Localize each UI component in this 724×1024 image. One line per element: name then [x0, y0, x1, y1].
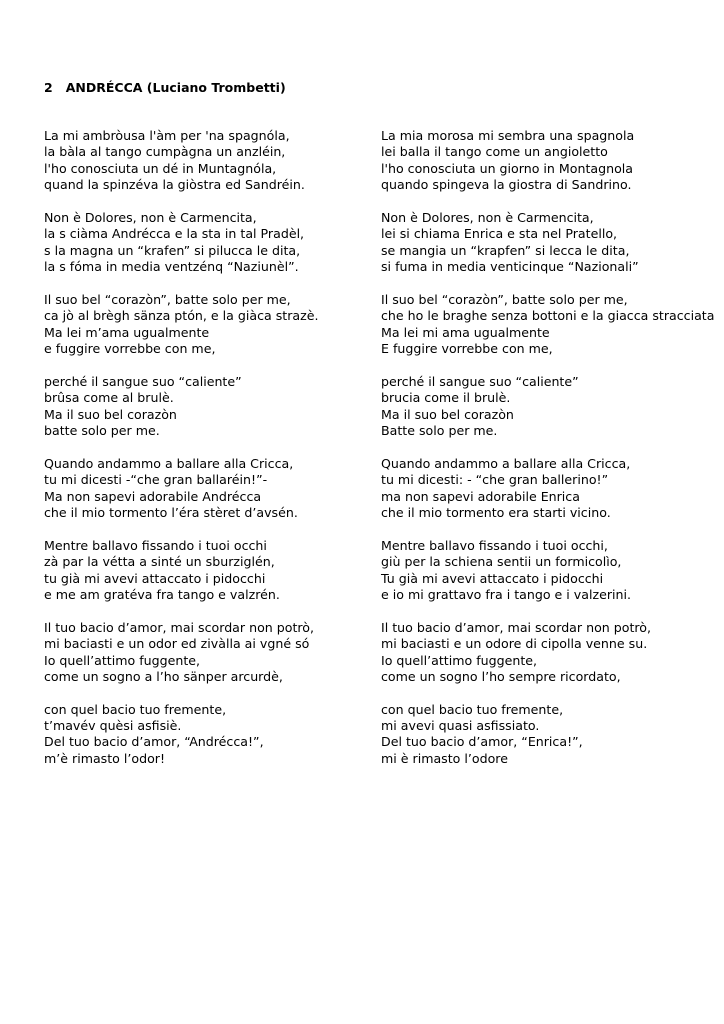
italian-stanza [381, 702, 721, 768]
dialect-stanza [44, 374, 364, 440]
italian-verse-line: lei si chiama Enrica e sta nel Pratello, [381, 226, 618, 242]
dialect-verse-line: che il mio tormento l’éra stèret d’avsén. [44, 504, 298, 520]
italian-verse-line: che ho le braghe senza bottoni e la giacca stracciata [381, 308, 715, 324]
italian-verse-line: Non è Dolores, non è Carmencita, [381, 209, 594, 225]
italian-stanza [381, 292, 721, 358]
dialect-stanza [44, 210, 364, 276]
italian-verse-line: mi avevi quasi asfissiato. [381, 718, 540, 734]
dialect-verse-line: tu già mi avevi attaccato i pidocchi [44, 570, 266, 586]
dialect-verse-line: e fuggire vorrebbe con me, [44, 341, 216, 357]
dialect-verse-line: t’mavév quèsi asfisiè. [44, 718, 182, 734]
dialect-lyrics-column [44, 128, 364, 784]
italian-verse-line: E fuggire vorrebbe con me, [381, 341, 553, 357]
italian-verse-line: Ma lei mi ama ugualmente [381, 324, 550, 340]
dialect-verse-line: Io quell’attimo fuggente, [44, 652, 201, 668]
song-title: 2 ANDRÉCCA (Luciano Trombetti) [44, 80, 286, 95]
italian-stanza [381, 210, 721, 276]
dialect-verse-line: ca jò al brègh sänza ptón, e la giàca strazè. [44, 308, 319, 324]
italian-verse-line: e io mi grattavo fra i tango e i valzerini. [381, 586, 631, 602]
italian-verse-line: Ma il suo bel corazòn [381, 406, 514, 422]
italian-verse-line: perché il sangue suo “caliente” [381, 373, 579, 389]
dialect-verse-line: tu mi dicesti -“che gran ballaréin!”- [44, 472, 268, 488]
dialect-verse-line: la s fóma in media ventzénq “Naziunèl”. [44, 259, 299, 275]
italian-stanza [381, 374, 721, 440]
italian-verse-line: si fuma in media venticinque “Nazionali” [381, 259, 639, 275]
italian-verse-line: mi è rimasto l’odore [381, 750, 508, 766]
dialect-verse-line: la bàla al tango cumpàgna un anzléin, [44, 144, 286, 160]
italian-verse-line: giù per la schiena sentii un formicolìo, [381, 554, 622, 570]
italian-verse-line: mi baciasti e un odore di cipolla venne su. [381, 636, 648, 652]
italian-verse-line: lei balla il tango come un angioletto [381, 144, 608, 160]
dialect-stanza [44, 620, 364, 686]
dialect-verse-line: Il suo bel “corazòn”, batte solo per me, [44, 291, 291, 307]
italian-verse-line: ma non sapevi adorabile Enrica [381, 488, 580, 504]
dialect-verse-line: mi baciasti e un odor ed zivàlla ai vgné só [44, 636, 310, 652]
italian-verse-line: Mentre ballavo fissando i tuoi occhi, [381, 537, 608, 553]
dialect-verse-line: Mentre ballavo fissando i tuoi occhi [44, 537, 267, 553]
dialect-verse-line: m’è rimasto l’odor! [44, 750, 166, 766]
italian-verse-line: Del tuo bacio d’amor, “Enrica!”, [381, 734, 583, 750]
italian-verse-line: brucia come il brulè. [381, 390, 511, 406]
italian-stanza [381, 128, 721, 194]
dialect-verse-line: perché il sangue suo “caliente” [44, 373, 242, 389]
italian-stanza [381, 538, 721, 604]
italian-verse-line: Il tuo bacio d’amor, mai scordar non potrò, [381, 619, 652, 635]
italian-verse-line: se mangia un “krapfen” si lecca le dita, [381, 242, 630, 258]
italian-verse-line: Quando andammo a ballare alla Cricca, [381, 455, 631, 471]
italian-verse-line: quando spingeva la giostra di Sandrino. [381, 177, 632, 193]
italian-verse-line: che il mio tormento era starti vicino. [381, 504, 611, 520]
italian-stanza [381, 456, 721, 522]
dialect-verse-line: e me am gratéva fra tango e valzrén. [44, 586, 280, 602]
dialect-stanza [44, 292, 364, 358]
italian-translation-column [381, 128, 721, 784]
dialect-stanza [44, 702, 364, 768]
dialect-stanza [44, 128, 364, 194]
dialect-stanza [44, 456, 364, 522]
dialect-verse-line: la s ciàma Andrécca e la sta in tal Pradèl, [44, 226, 305, 242]
dialect-verse-line: Del tuo bacio d’amor, “Andrécca!”, [44, 734, 264, 750]
italian-verse-line: Tu già mi avevi attaccato i pidocchi [381, 570, 604, 586]
dialect-verse-line: s la magna un “krafen” si pilucca le dita, [44, 242, 301, 258]
italian-verse-line: La mia morosa mi sembra una spagnola [381, 128, 635, 143]
italian-verse-line: l'ho conosciuta un giorno in Montagnola [381, 160, 633, 176]
dialect-verse-line: Ma non sapevi adorabile Andrécca [44, 488, 262, 504]
dialect-verse-line: con quel bacio tuo fremente, [44, 701, 227, 717]
italian-stanza [381, 620, 721, 686]
italian-verse-line: con quel bacio tuo fremente, [381, 701, 564, 717]
italian-verse-line: come un sogno l’ho sempre ricordato, [381, 668, 621, 684]
italian-verse-line: tu mi dicesti: - “che gran ballerino!” [381, 472, 609, 488]
italian-verse-line: Io quell’attimo fuggente, [381, 652, 538, 668]
dialect-verse-line: l'ho conosciuta un dé in Muntagnóla, [44, 160, 277, 176]
dialect-verse-line: Il tuo bacio d’amor, mai scordar non potrò, [44, 619, 315, 635]
dialect-verse-line: come un sogno a l’ho sänper arcurdè, [44, 668, 283, 684]
dialect-verse-line: Ma lei m’ama ugualmente [44, 324, 210, 340]
dialect-verse-line: batte solo per me. [44, 423, 160, 439]
dialect-verse-line: brûsa come al brulè. [44, 390, 174, 406]
dialect-verse-line: quand la spinzéva la giòstra ed Sandréin. [44, 177, 305, 193]
dialect-verse-line: Non è Dolores, non è Carmencita, [44, 209, 257, 225]
italian-verse-line: Batte solo per me. [381, 423, 498, 439]
dialect-stanza [44, 538, 364, 604]
italian-verse-line: Il suo bel “corazòn”, batte solo per me, [381, 291, 628, 307]
dialect-verse-line: zà par la vétta a sinté un sburziglén, [44, 554, 275, 570]
dialect-verse-line: Ma il suo bel corazòn [44, 406, 177, 422]
dialect-verse-line: La mi ambròusa l'àm per 'na spagnóla, [44, 128, 290, 143]
dialect-verse-line: Quando andammo a ballare alla Cricca, [44, 455, 294, 471]
